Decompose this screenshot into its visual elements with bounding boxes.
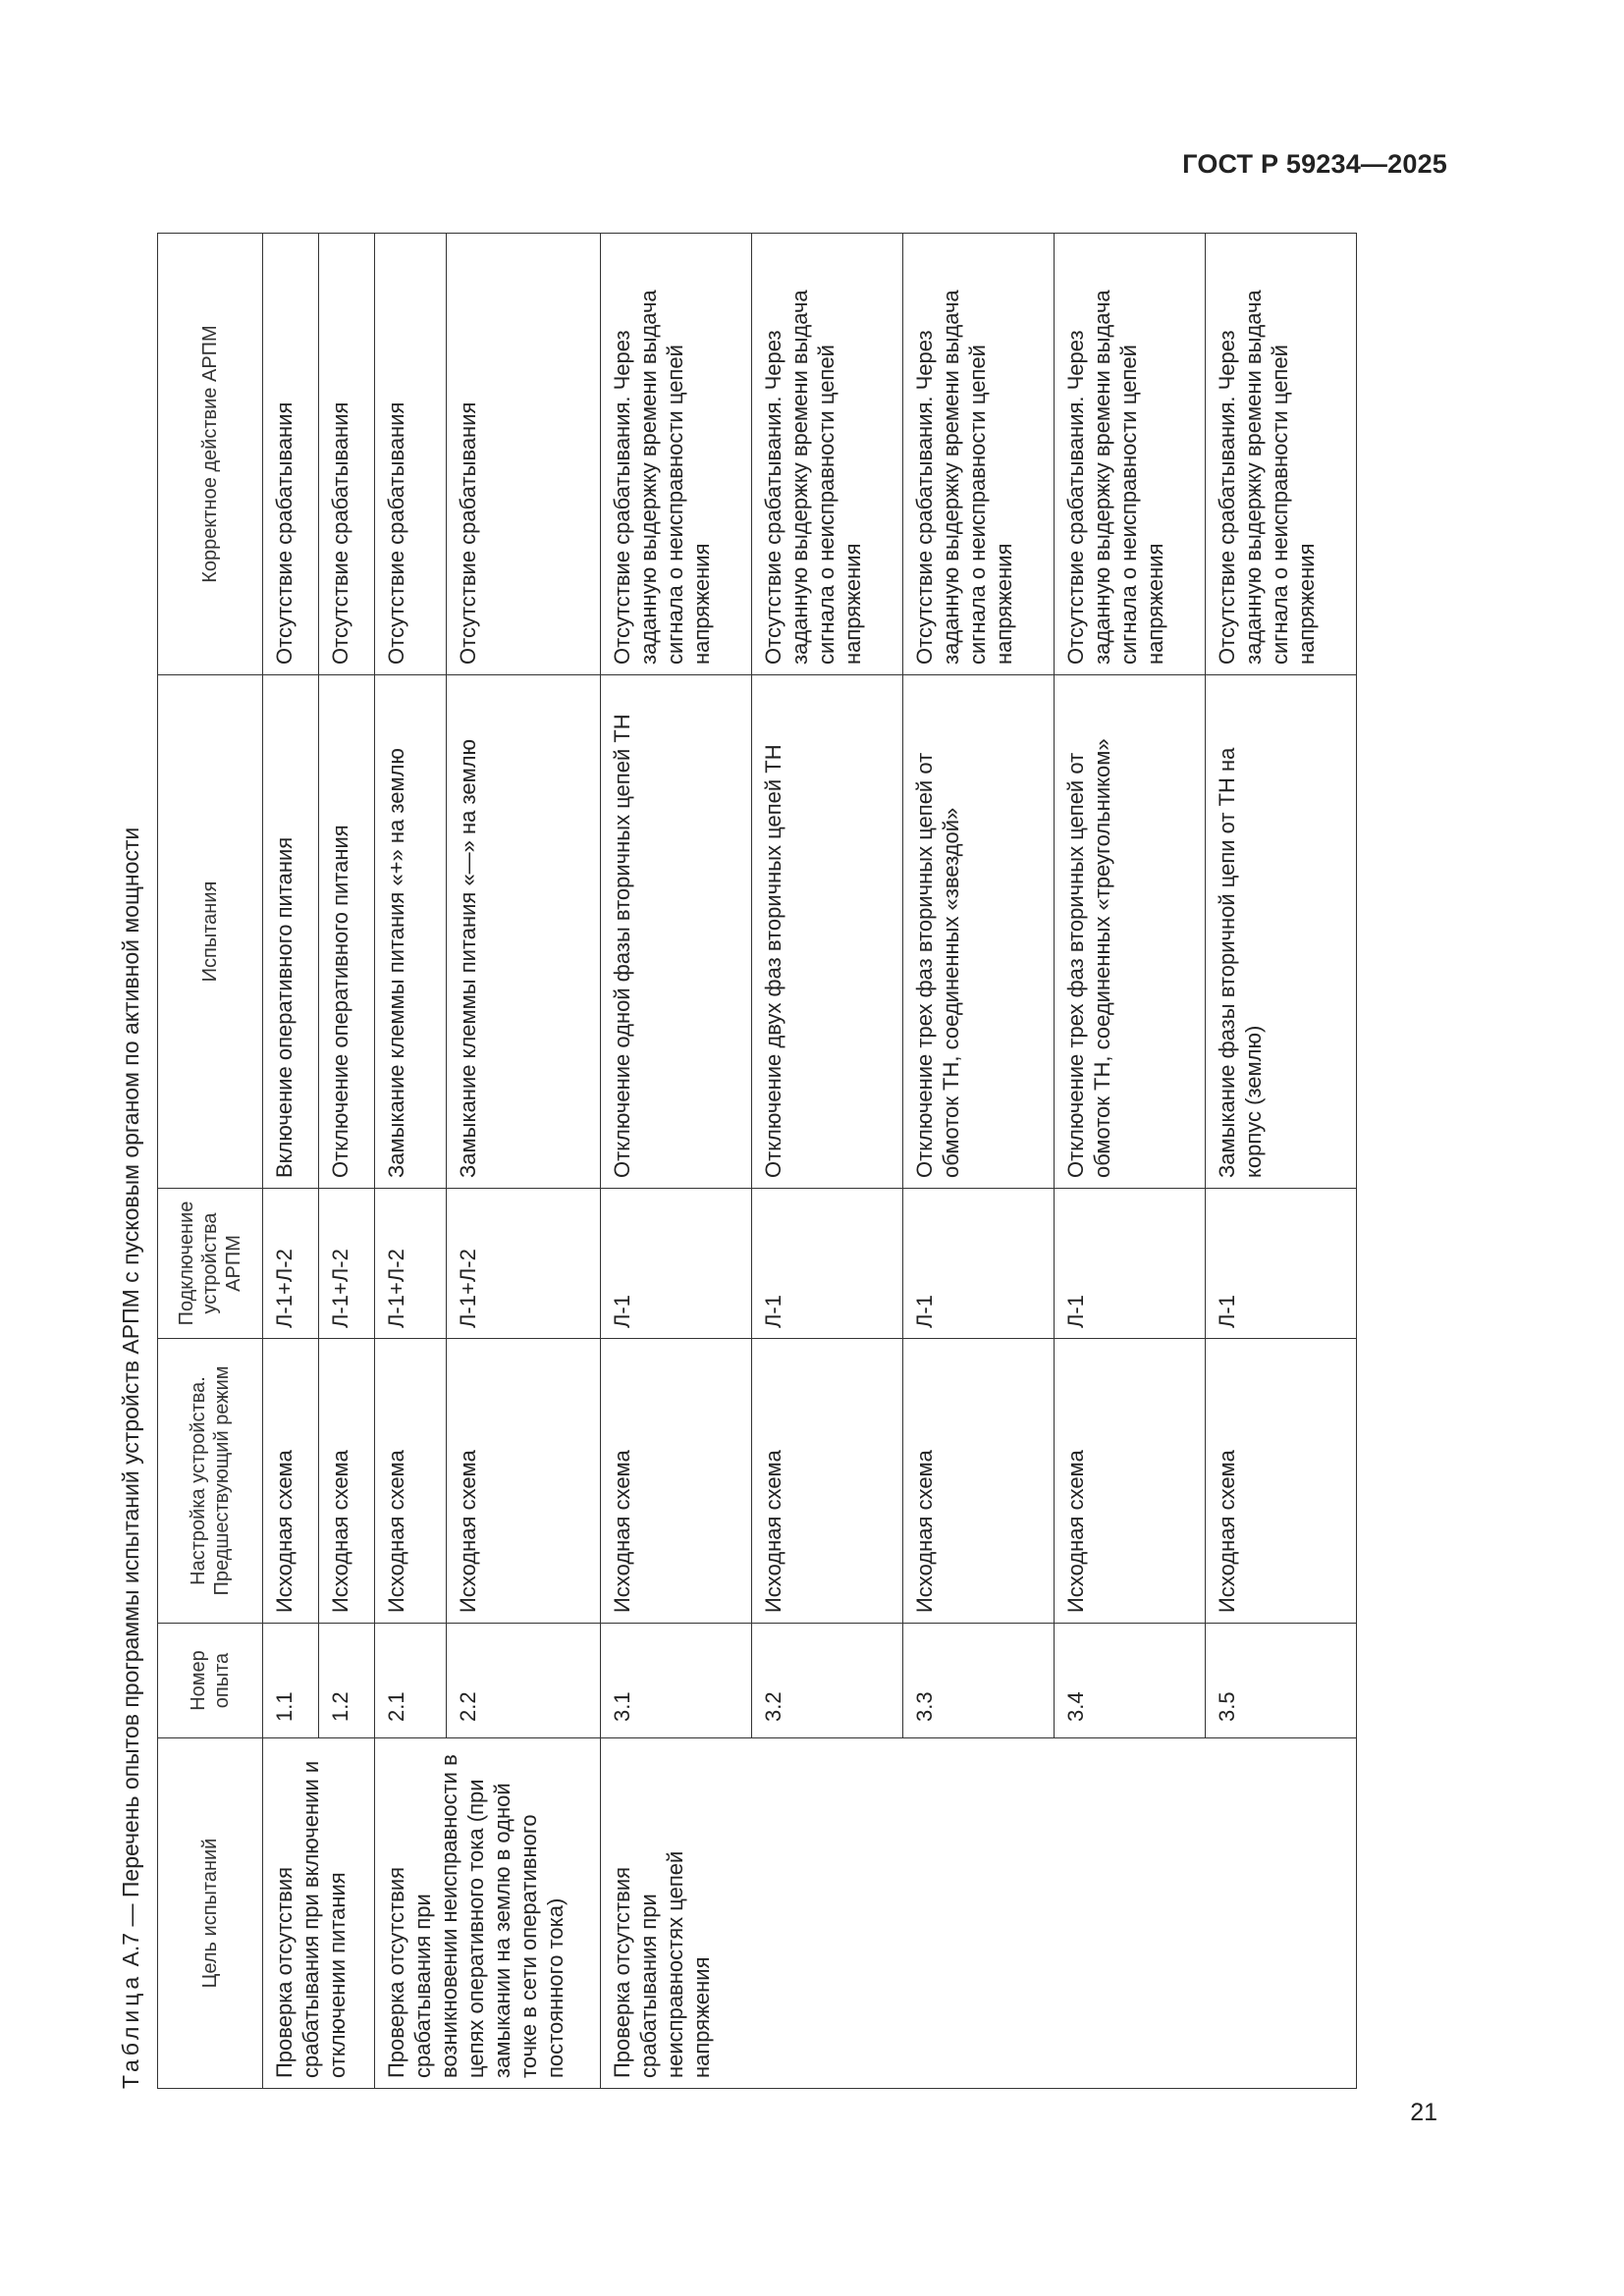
row-connection: Л-1 <box>903 1189 1055 1339</box>
row-test: Отключение трех фаз вторичных цепей от обмоток ТН, соединенных «треугольником» <box>1055 675 1206 1189</box>
row-connection: Л-1+Л-2 <box>263 1189 319 1339</box>
row-setup: Исходная схема <box>375 1339 447 1624</box>
row-test: Замыкание фазы вторичной цепи от ТН на корпус (землю) <box>1206 675 1357 1189</box>
rotated-table-block <box>108 234 1424 2089</box>
row-setup: Исходная схема <box>263 1339 319 1624</box>
row-action: Отсутствие срабатывания. Через заданную выдержку времени выдача сигнала о неисправности цепей напряжения <box>601 234 752 675</box>
col-header-connection: Подключение устройства АРПМ <box>158 1189 263 1339</box>
row-number: 1.2 <box>319 1624 375 1738</box>
row-number: 3.1 <box>601 1624 752 1738</box>
row-connection: Л-1+Л-2 <box>447 1189 601 1339</box>
row-setup: Исходная схема <box>319 1339 375 1624</box>
row-number: 3.5 <box>1206 1624 1357 1738</box>
row-setup: Исходная схема <box>1206 1339 1357 1624</box>
row-connection: Л-1 <box>752 1189 903 1339</box>
row-action: Отсутствие срабатывания. Через заданную выдержку времени выдача сигнала о неисправности цепей напряжения <box>752 234 903 675</box>
row-test: Отключение трех фаз вторичных цепей от обмоток ТН, соединенных «звездой» <box>903 675 1055 1189</box>
row-test: Отключение одной фазы вторичных цепей ТН <box>601 675 752 1189</box>
col-header-goal: Цель испытаний <box>158 1738 263 2089</box>
row-action: Отсутствие срабатывания. Через заданную выдержку времени выдача сигнала о неисправности цепей напряжения <box>1206 234 1357 675</box>
row-action: Отсутствие срабатывания. Через заданную выдержку времени выдача сигнала о неисправности цепей напряжения <box>903 234 1055 675</box>
row-number: 3.4 <box>1055 1624 1206 1738</box>
row-connection: Л-1+Л-2 <box>319 1189 375 1339</box>
col-header-action: Корректное действие АРПМ <box>158 234 263 675</box>
row-test: Отключение двух фаз вторичных цепей ТН <box>752 675 903 1189</box>
row-number: 3.3 <box>903 1624 1055 1738</box>
table-row <box>601 234 752 2089</box>
row-setup: Исходная схема <box>903 1339 1055 1624</box>
caption-text: А.7 — Перечень опытов программы испытаний устройств АРПМ с пусковым органом по активной мощности <box>118 827 143 1967</box>
caption-prefix: Таблица <box>118 1972 143 2089</box>
row-test: Отключение оперативного питания <box>319 675 375 1189</box>
row-setup: Исходная схема <box>601 1339 752 1624</box>
row-number: 2.2 <box>447 1624 601 1738</box>
table-row <box>263 234 319 2089</box>
row-connection: Л-1 <box>1055 1189 1206 1339</box>
col-header-tests: Испытания <box>158 675 263 1189</box>
row-action: Отсутствие срабатывания. Через заданную выдержку времени выдача сигнала о неисправности цепей напряжения <box>1055 234 1206 675</box>
document-id: ГОСТ Р 59234—2025 <box>1182 149 1447 179</box>
row-number: 2.1 <box>375 1624 447 1738</box>
row-action: Отсутствие срабатывания <box>375 234 447 675</box>
table-header-row <box>158 234 263 2089</box>
group-goal-cell: Проверка отсутствия срабатывания при включении и отключении питания <box>263 1738 375 2089</box>
table-row <box>375 234 447 2089</box>
col-header-setup: Настройка устройства. Предшествующий режим <box>158 1339 263 1624</box>
row-setup: Исходная схема <box>752 1339 903 1624</box>
row-number: 1.1 <box>263 1624 319 1738</box>
test-program-table <box>157 233 1357 2089</box>
page-number: 21 <box>1410 2099 1437 2126</box>
group-goal-cell: Проверка отсутствия срабатывания при неисправностях цепей напряжения <box>601 1738 1357 2089</box>
row-number: 3.2 <box>752 1624 903 1738</box>
row-test: Включение оперативного питания <box>263 675 319 1189</box>
group-goal-cell: Проверка отсутствия срабатывания при возникновении неисправности в цепях оперативного тока (при замыкании на землю в одной точке в сети оперативного постоянного тока) <box>375 1738 601 2089</box>
row-test: Замыкание клеммы питания «—» на землю <box>447 675 601 1189</box>
row-action: Отсутствие срабатывания <box>263 234 319 675</box>
row-connection: Л-1 <box>601 1189 752 1339</box>
row-connection: Л-1 <box>1206 1189 1357 1339</box>
row-test: Замыкание клеммы питания «+» на землю <box>375 675 447 1189</box>
row-setup: Исходная схема <box>1055 1339 1206 1624</box>
table-caption <box>108 234 157 2089</box>
col-header-number: Номер опыта <box>158 1624 263 1738</box>
row-action: Отсутствие срабатывания <box>447 234 601 675</box>
row-connection: Л-1+Л-2 <box>375 1189 447 1339</box>
row-action: Отсутствие срабатывания <box>319 234 375 675</box>
row-setup: Исходная схема <box>447 1339 601 1624</box>
